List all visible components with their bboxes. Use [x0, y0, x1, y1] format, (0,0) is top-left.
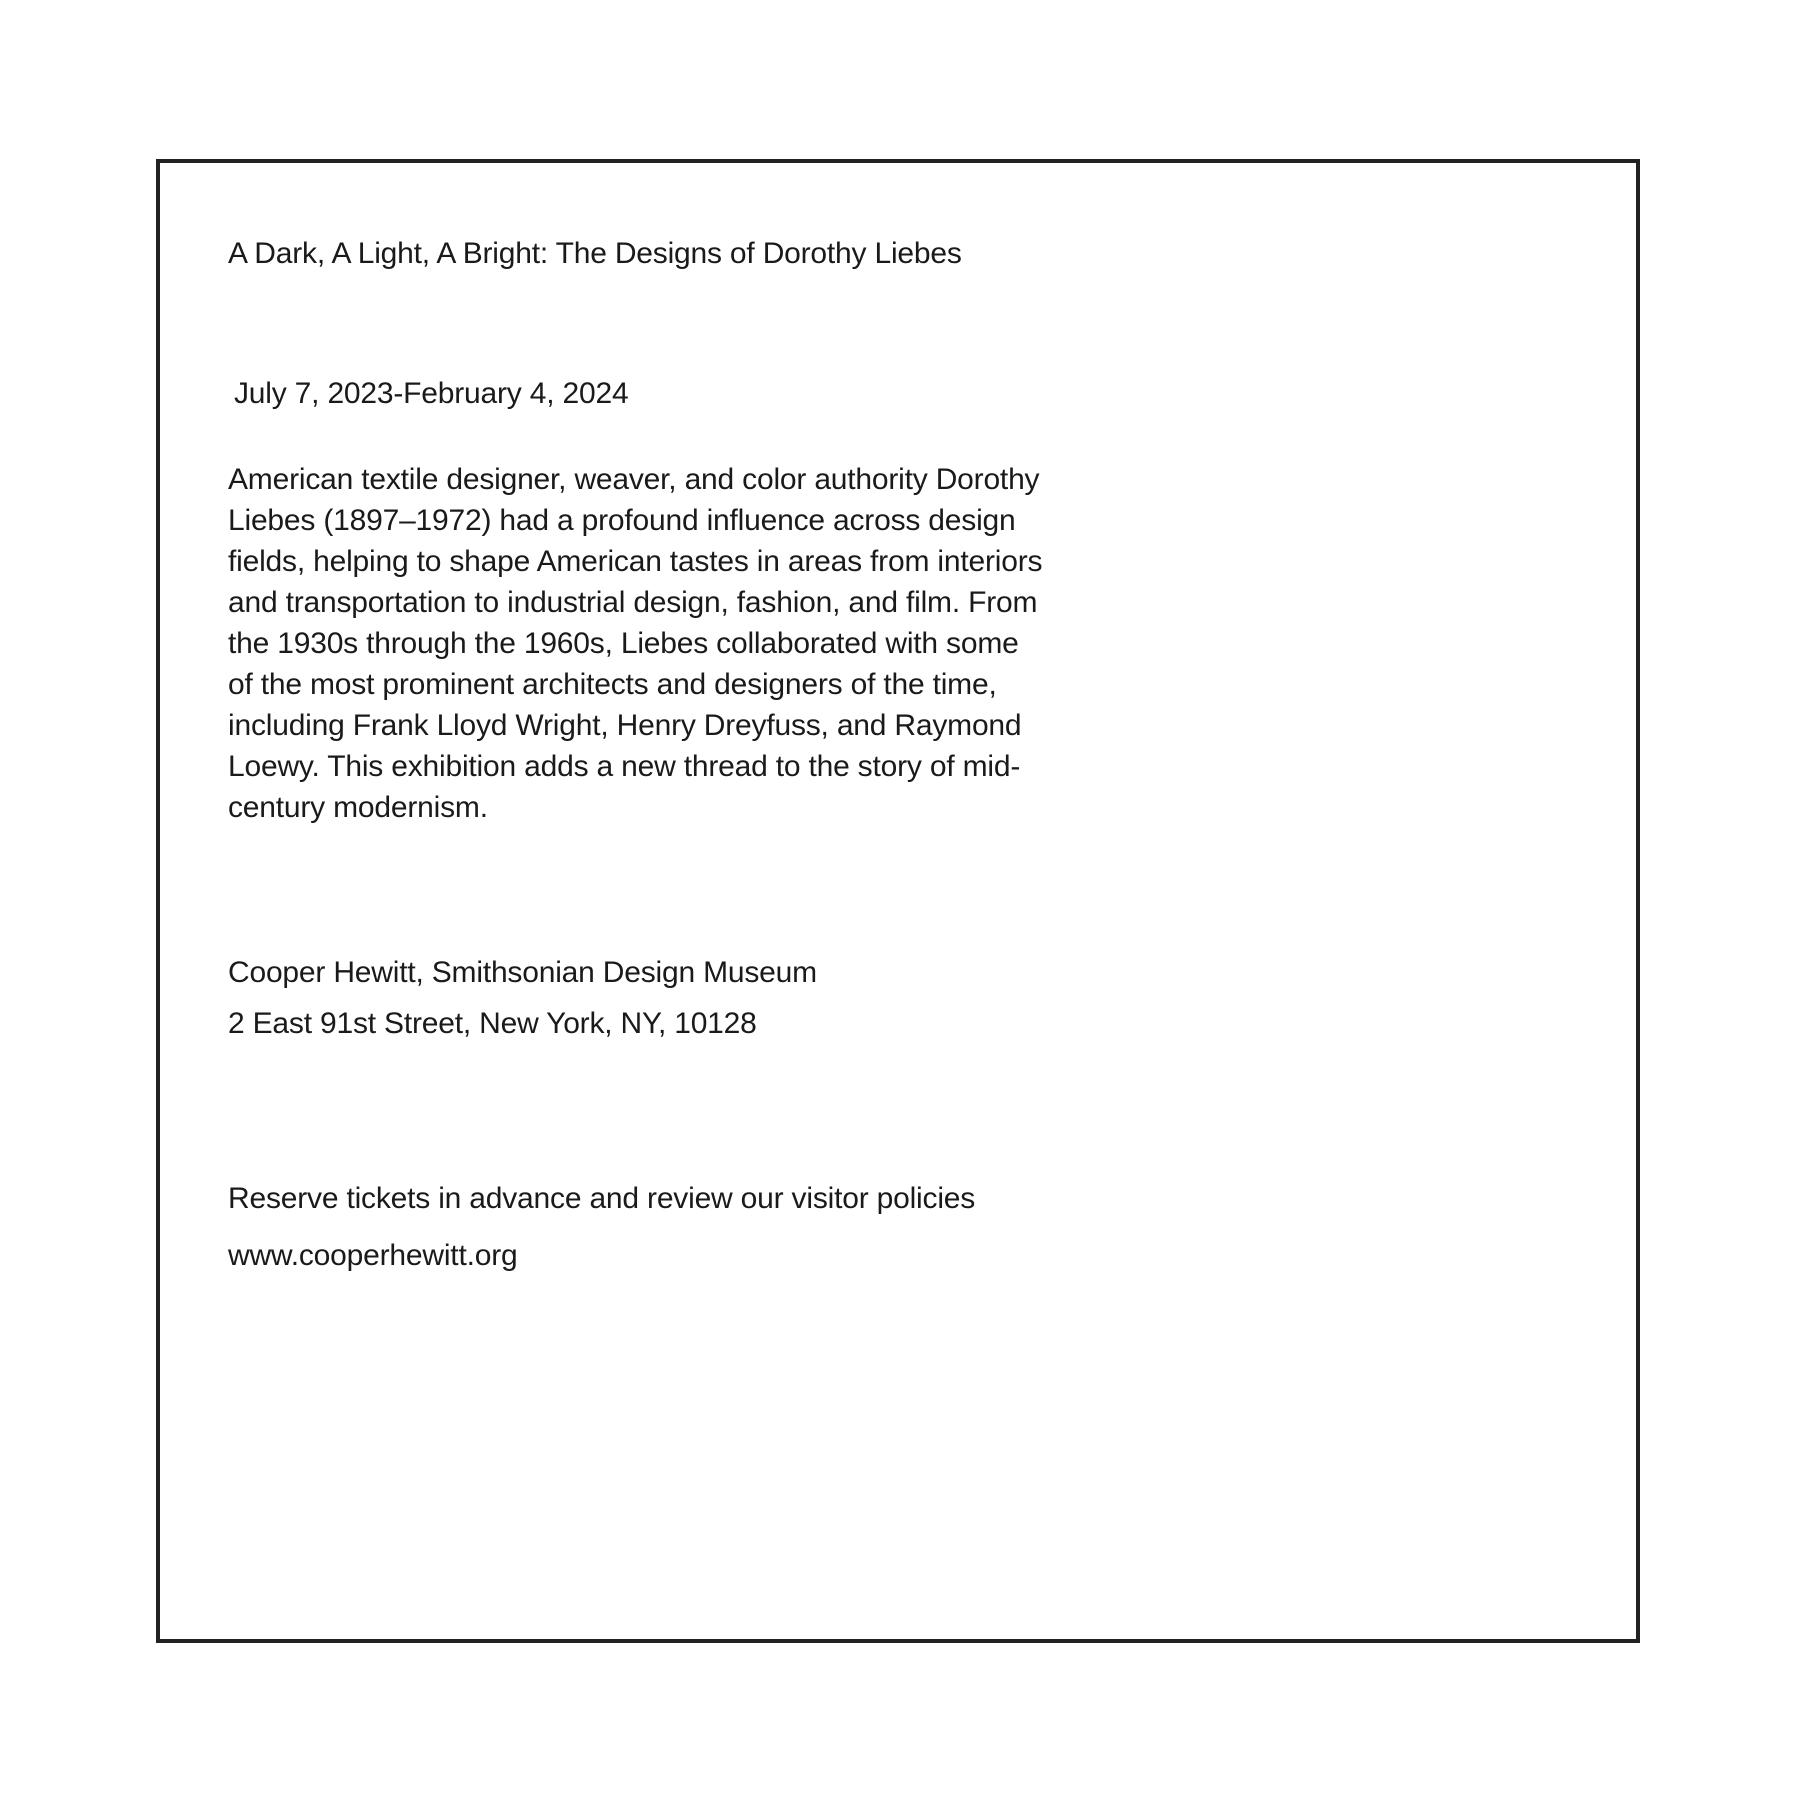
tickets-note: Reserve tickets in advance and review our visitor policies [228, 1182, 976, 1215]
venue-address: 2 East 91st Street, New York, NY, 10128 [228, 1007, 757, 1040]
exhibition-card [156, 159, 1640, 1643]
exhibition-title: A Dark, A Light, A Bright: The Designs of Dorothy Liebes [228, 237, 962, 270]
exhibition-description: American textile designer, weaver, and color authority Dorothy Liebes (1897–1972) had a profound influence across design fields, helping to shape American tastes in areas from interiors and transportation to industrial design, fashion, and film. From the 1930s through the 1960s, Liebes collaborated with some of the most prominent architects and designers of the time, including Frank Lloyd Wright, Henry Dreyfuss, and Raymond Loewy. This exhibition adds a new thread to the story of mid-century modernism. [228, 463, 1043, 824]
website-url: www.cooperhewitt.org [228, 1239, 518, 1272]
venue-name: Cooper Hewitt, Smithsonian Design Museum [228, 956, 817, 989]
exhibition-dates: July 7, 2023-February 4, 2024 [234, 377, 629, 410]
